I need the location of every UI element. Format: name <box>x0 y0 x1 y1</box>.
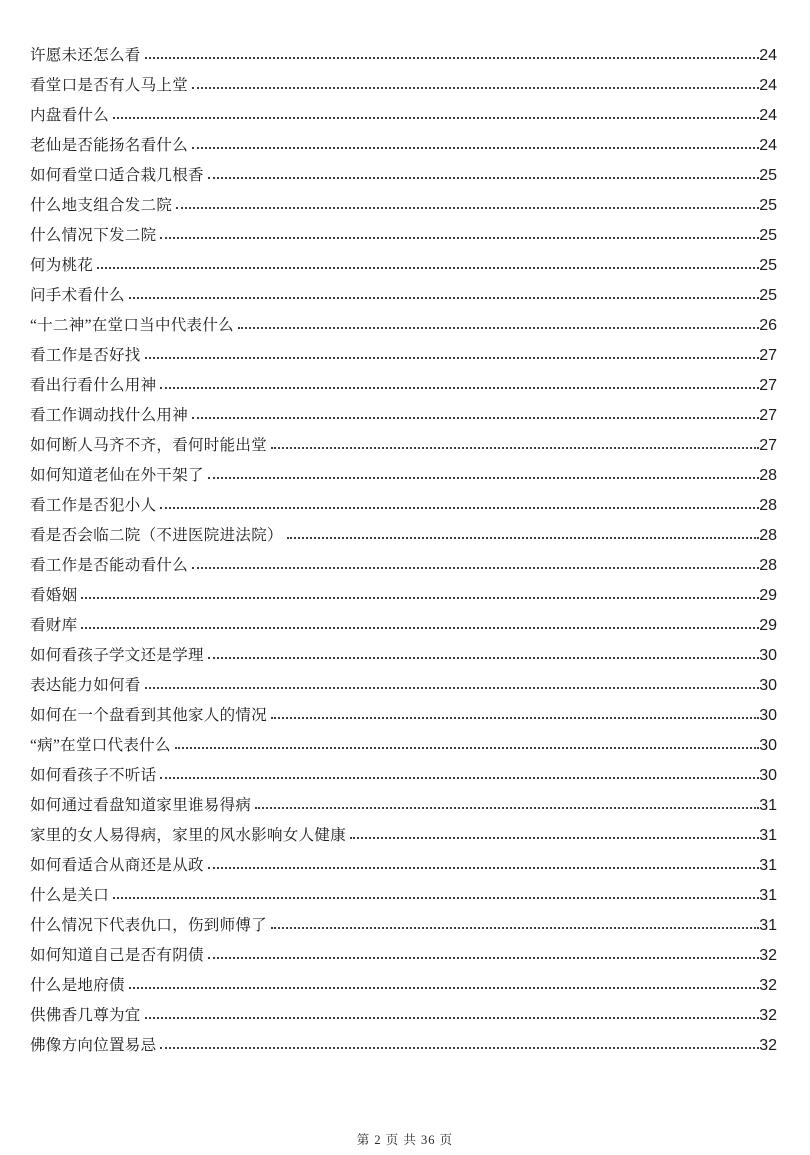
toc-entry-page: 25 <box>759 197 777 214</box>
toc-entry[interactable] <box>30 881 777 911</box>
toc-entry-title: 如何通过看盘知道家里谁易得病 <box>30 797 252 814</box>
toc-entry[interactable] <box>30 641 777 671</box>
toc-entry-title: 看出行看什么用神 <box>30 377 157 394</box>
dotted-leader <box>287 537 759 539</box>
dotted-leader <box>238 327 759 329</box>
page-footer <box>0 1130 810 1149</box>
toc-entry-title: 老仙是否能扬名看什么 <box>30 137 189 154</box>
dotted-leader <box>129 297 759 299</box>
dotted-leader <box>145 687 760 689</box>
toc-entry-page: 24 <box>759 77 777 94</box>
toc-entry[interactable] <box>30 491 777 521</box>
dotted-leader <box>271 717 759 719</box>
toc-entry[interactable] <box>30 221 777 251</box>
toc-entry[interactable] <box>30 401 777 431</box>
toc-entry-title: 什么情况下代表仇口，伤到师傅了 <box>30 917 268 934</box>
toc-entry-title: 看是否会临二院（不进医院进法院） <box>30 527 283 544</box>
toc-entry-page: 29 <box>759 617 777 634</box>
toc-entry-page: 30 <box>759 767 777 784</box>
toc-entry-title: 看婚姻 <box>30 587 78 604</box>
toc-entry-page: 30 <box>759 647 777 664</box>
dotted-leader <box>271 927 759 929</box>
toc-entry-title: 看工作是否犯小人 <box>30 497 157 514</box>
toc-entry[interactable] <box>30 341 777 371</box>
toc-entry[interactable] <box>30 791 777 821</box>
toc-entry-title: 什么是地府债 <box>30 977 125 994</box>
toc-entry-title: 看工作调动找什么用神 <box>30 407 189 424</box>
dotted-leader <box>208 477 759 479</box>
toc-entry-page: 30 <box>759 737 777 754</box>
dotted-leader <box>175 747 759 749</box>
toc-entry-title: 许愿未还怎么看 <box>30 47 141 64</box>
toc-entry-page: 25 <box>759 227 777 244</box>
toc-entry-title: 什么是关口 <box>30 887 110 904</box>
toc-entry-page: 31 <box>759 887 777 904</box>
dotted-leader <box>350 837 759 839</box>
toc-entry-page: 31 <box>759 827 777 844</box>
toc-entry-title: “十二神”在堂口当中代表什么 <box>30 317 234 334</box>
toc-entry-title: 如何看孩子不听话 <box>30 767 157 784</box>
toc-entry-page: 27 <box>759 407 777 424</box>
dotted-leader <box>271 447 759 449</box>
toc-entry-title: 何为桃花 <box>30 257 94 274</box>
toc-entry-page: 31 <box>759 857 777 874</box>
toc-entry-title: 如何知道自己是否有阴债 <box>30 947 204 964</box>
toc-entry-page: 30 <box>759 677 777 694</box>
toc-entry-title: 看工作是否好找 <box>30 347 141 364</box>
dotted-leader <box>97 267 759 269</box>
toc-entry[interactable] <box>30 191 777 221</box>
toc-entry-page: 27 <box>759 437 777 454</box>
dotted-leader <box>160 777 759 779</box>
toc-entry[interactable] <box>30 101 777 131</box>
dotted-leader <box>208 177 759 179</box>
toc-entry-page: 28 <box>759 557 777 574</box>
toc-entry[interactable] <box>30 1001 777 1031</box>
toc-entry-title: “病”在堂口代表什么 <box>30 737 171 754</box>
toc-entry-page: 25 <box>759 257 777 274</box>
toc-entry-title: 如何在一个盘看到其他家人的情况 <box>30 707 268 724</box>
toc-entry-title: 看工作是否能动看什么 <box>30 557 189 574</box>
dotted-leader <box>160 507 759 509</box>
dotted-leader <box>192 417 759 419</box>
toc-entry-page: 27 <box>759 347 777 364</box>
toc-entry[interactable] <box>30 71 777 101</box>
dotted-leader <box>176 207 759 209</box>
toc-entry-page: 32 <box>759 947 777 964</box>
toc-entry[interactable] <box>30 701 777 731</box>
toc-entry[interactable] <box>30 461 777 491</box>
toc-entry[interactable] <box>30 551 777 581</box>
dotted-leader <box>113 117 759 119</box>
toc-entry-title: 如何看孩子学文还是学理 <box>30 647 204 664</box>
toc-entry[interactable] <box>30 41 777 71</box>
toc-entry-title: 家里的女人易得病，家里的风水影响女人健康 <box>30 827 347 844</box>
toc-entry[interactable] <box>30 311 777 341</box>
toc-entry-page: 25 <box>759 167 777 184</box>
toc-entry-title: 什么情况下发二院 <box>30 227 157 244</box>
toc-entry[interactable] <box>30 281 777 311</box>
toc-entry-page: 31 <box>759 797 777 814</box>
toc-entry[interactable] <box>30 821 777 851</box>
toc-entry-title: 供佛香几尊为宜 <box>30 1007 141 1024</box>
dotted-leader <box>192 147 759 149</box>
dotted-leader <box>145 57 760 59</box>
toc-entry-page: 29 <box>759 587 777 604</box>
toc-entry[interactable] <box>30 251 777 281</box>
toc-entry[interactable] <box>30 971 777 1001</box>
toc-entry-page: 26 <box>759 317 777 334</box>
dotted-leader <box>145 357 760 359</box>
toc-entry[interactable] <box>30 1031 777 1061</box>
toc-entry-title: 问手术看什么 <box>30 287 125 304</box>
toc-entry[interactable] <box>30 131 777 161</box>
toc-entry[interactable] <box>30 911 777 941</box>
toc-entry-title: 看堂口是否有人马上堂 <box>30 77 189 94</box>
dotted-leader <box>113 897 759 899</box>
toc-entry-page: 28 <box>759 497 777 514</box>
toc-entry-title: 如何断人马齐不齐，看何时能出堂 <box>30 437 268 454</box>
dotted-leader <box>192 87 759 89</box>
toc-entry-title: 如何看适合从商还是从政 <box>30 857 204 874</box>
toc-entry[interactable] <box>30 161 777 191</box>
toc-entry-page: 31 <box>759 917 777 934</box>
dotted-leader <box>160 1047 759 1049</box>
dotted-leader <box>129 987 759 989</box>
toc-entry-title: 表达能力如何看 <box>30 677 141 694</box>
toc-entry-title: 看财库 <box>30 617 78 634</box>
toc-entry-page: 28 <box>759 467 777 484</box>
toc-entry[interactable] <box>30 521 777 551</box>
toc-entry-page: 27 <box>759 377 777 394</box>
toc-entry-page: 24 <box>759 47 777 64</box>
toc-entry[interactable] <box>30 851 777 881</box>
dotted-leader <box>160 237 759 239</box>
toc-entry[interactable] <box>30 581 777 611</box>
toc-entry[interactable] <box>30 731 777 761</box>
toc-entry-title: 什么地支组合发二院 <box>30 197 173 214</box>
toc-entry-page: 32 <box>759 1037 777 1054</box>
toc-entry-title: 如何知道老仙在外干架了 <box>30 467 204 484</box>
toc-entry[interactable] <box>30 611 777 641</box>
toc-entry-page: 30 <box>759 707 777 724</box>
toc-entry-page: 25 <box>759 287 777 304</box>
dotted-leader <box>160 387 759 389</box>
dotted-leader <box>192 567 759 569</box>
dotted-leader <box>208 657 759 659</box>
page-number-indicator: 第 2 页 共 36 页 <box>356 1133 454 1147</box>
dotted-leader <box>81 627 759 629</box>
toc-entry-page: 32 <box>759 977 777 994</box>
dotted-leader <box>208 957 759 959</box>
toc-entry-page: 28 <box>759 527 777 544</box>
dotted-leader <box>208 867 759 869</box>
toc-entry[interactable] <box>30 371 777 401</box>
dotted-leader <box>255 807 759 809</box>
dotted-leader <box>145 1017 760 1019</box>
toc-entry-title: 如何看堂口适合栽几根香 <box>30 167 204 184</box>
toc-entry[interactable] <box>30 761 777 791</box>
toc-entry[interactable] <box>30 671 777 701</box>
toc-entry-page: 32 <box>759 1007 777 1024</box>
toc-entry-page: 24 <box>759 107 777 124</box>
dotted-leader <box>81 597 759 599</box>
toc-entry[interactable] <box>30 941 777 971</box>
toc-entry-title: 内盘看什么 <box>30 107 110 124</box>
toc-entry[interactable] <box>30 431 777 461</box>
toc-entry-title: 佛像方向位置易忌 <box>30 1037 157 1054</box>
toc-entry-page: 24 <box>759 137 777 154</box>
